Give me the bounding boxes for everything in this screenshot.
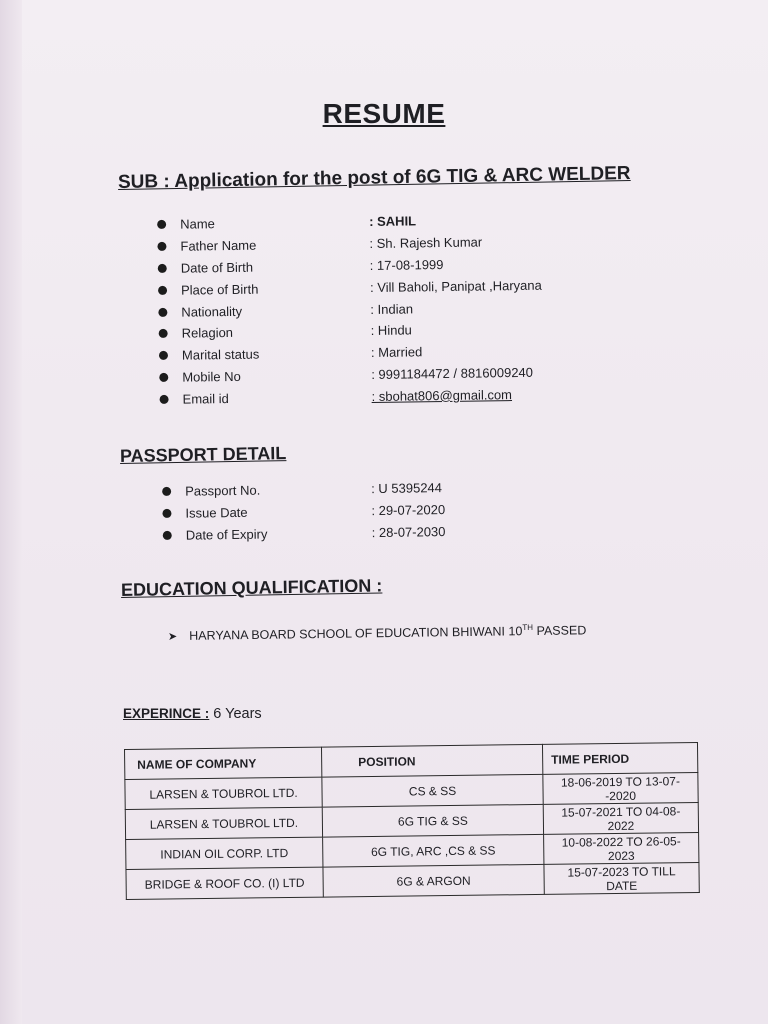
subject-line: SUB : Application for the post of 6G TIG & ARC WELDER	[117, 163, 631, 193]
period-cell: 15-07-2023 TO TILL DATE	[544, 862, 699, 894]
field-label: Name	[180, 216, 215, 233]
field-label: Marital status	[181, 346, 260, 363]
field-label: Father Name	[180, 237, 257, 254]
passport-row	[163, 521, 446, 547]
company-cell: BRIDGE & ROOF CO. (I) LTD	[126, 867, 323, 899]
field-value: : 28-07-2030	[371, 524, 446, 541]
bullet-icon	[158, 286, 167, 295]
position-cell: 6G TIG & SS	[322, 804, 543, 837]
email-link[interactable]: : sbohat806@gmail.com	[371, 386, 513, 404]
arrow-bullet-icon: ➤	[167, 631, 178, 644]
column-header-company: NAME OF COMPANY	[125, 747, 322, 779]
paper-edge	[0, 0, 22, 1024]
field-label: Relagion	[181, 325, 234, 342]
company-cell: INDIAN OIL CORP. LTD	[126, 837, 323, 869]
bullet-icon	[162, 487, 171, 496]
education-superscript: TH	[522, 622, 534, 633]
column-header-position: POSITION	[321, 744, 542, 777]
bullet-icon	[158, 307, 167, 316]
period-cell: 15-07-2021 TO 04-08-2022	[543, 802, 698, 834]
field-value: : 17-08-1999	[369, 256, 444, 274]
field-value: : Sh. Rajesh Kumar	[369, 234, 483, 252]
field-label: Email id	[182, 390, 229, 407]
company-cell: LARSEN & TOUBROL LTD.	[125, 807, 322, 839]
field-value: : 9991184472 / 8816009240	[371, 364, 534, 382]
education-result: PASSED	[532, 623, 587, 639]
bullet-icon	[160, 395, 169, 404]
passport-details-list	[162, 477, 446, 546]
bullet-icon	[162, 509, 171, 518]
field-label: Date of Expiry	[185, 526, 268, 543]
experience-line	[123, 705, 262, 722]
field-label: Place of Birth	[180, 281, 259, 298]
resume-title: RESUME	[322, 98, 446, 129]
bullet-icon	[158, 264, 167, 273]
field-value: : U 5395244	[371, 480, 443, 497]
field-value: : Married	[370, 344, 423, 361]
field-label: Passport No.	[185, 483, 261, 500]
field-value: : SAHIL	[369, 213, 417, 230]
experience-table	[124, 742, 700, 900]
company-cell: LARSEN & TOUBROL LTD.	[125, 777, 322, 809]
position-cell: 6G & ARGON	[323, 864, 544, 897]
education-item	[168, 622, 586, 643]
bullet-icon	[159, 351, 168, 360]
bullet-icon	[163, 531, 172, 540]
bullet-icon	[157, 242, 166, 251]
field-label: Date of Birth	[180, 259, 254, 276]
field-value: : Hindu	[370, 322, 412, 339]
education-heading: EDUCATION QUALIFICATION :	[120, 575, 383, 600]
personal-details-list	[157, 209, 543, 411]
passport-heading: PASSPORT DETAIL	[119, 443, 287, 466]
experience-heading: EXPERINCE :	[123, 706, 210, 721]
experience-years: 6 Years	[213, 706, 262, 722]
position-cell: 6G TIG, ARC ,CS & SS	[323, 834, 544, 867]
period-cell: 18-06-2019 TO 13-07--2020	[543, 772, 698, 804]
education-text: HARYANA BOARD SCHOOL OF EDUCATION BHIWANI 10	[189, 624, 523, 643]
field-value: : Vill Baholi, Panipat ,Haryana	[369, 277, 542, 295]
table-row	[126, 862, 699, 899]
field-value: : 29-07-2020	[371, 502, 446, 519]
column-header-period: TIME PERIOD	[542, 742, 697, 774]
personal-row	[159, 383, 543, 410]
bullet-icon	[157, 220, 166, 229]
field-label: Mobile No	[182, 368, 241, 385]
field-value: : Indian	[370, 301, 414, 317]
field-label: Nationality	[181, 303, 243, 320]
position-cell: CS & SS	[322, 774, 543, 807]
bullet-icon	[159, 373, 168, 382]
bullet-icon	[159, 329, 168, 338]
period-cell: 10-08-2022 TO 26-05-2023	[544, 832, 699, 864]
field-label: Issue Date	[185, 504, 248, 521]
